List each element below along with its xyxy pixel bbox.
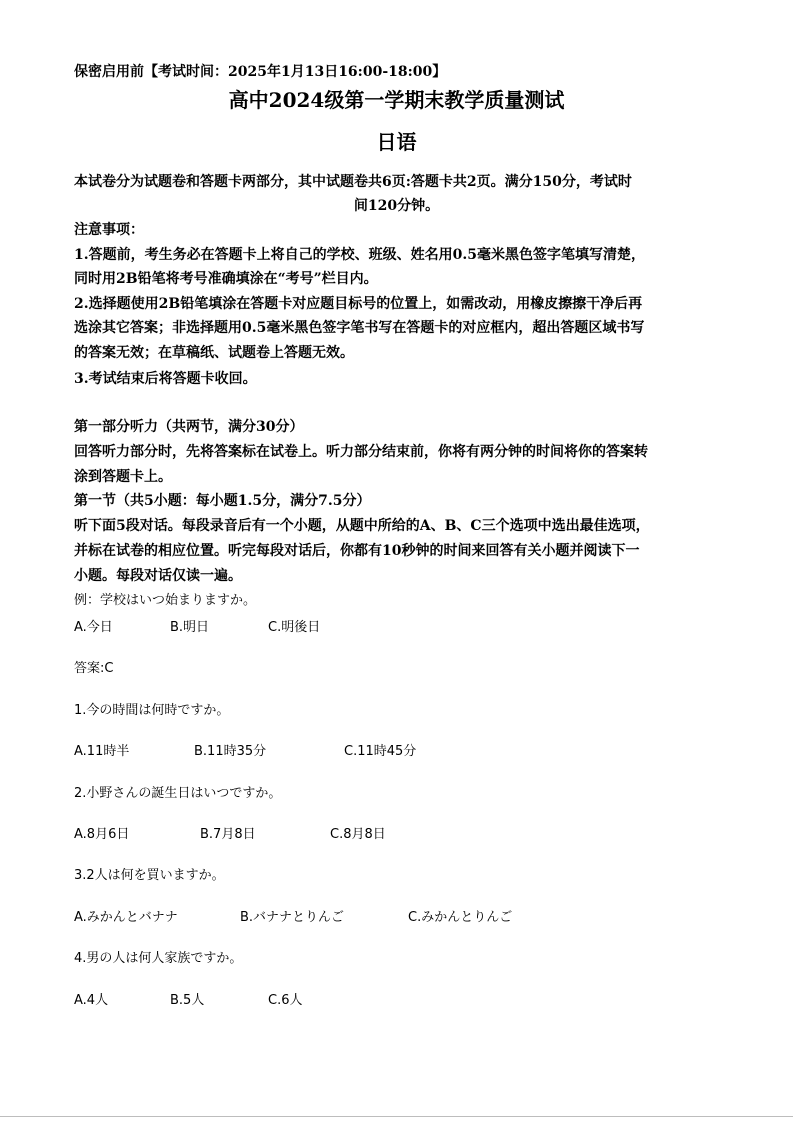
q4-option-b: B.5人 <box>170 993 205 1008</box>
question-1: 1.今の時間は何時ですか。 <box>74 703 230 718</box>
note-line: 2.选择题使用2B铅笔填涂在答题卡对应题目标号的位置上，如需改动，用橡皮擦擦干净后再 <box>74 296 643 312</box>
question-4: 4.男の人は何人家族ですか。 <box>74 951 243 966</box>
part1-desc-2: 涂到答题卡上。 <box>74 469 172 485</box>
note-line: 1.答题前，考生务必在答题卡上将自己的学校、班级、姓名用0.5毫米黑色签字笔填写清楚， <box>74 247 645 263</box>
question-2: 2.小野さんの誕生日はいつですか。 <box>74 786 282 801</box>
part1-heading: 第一部分听力（共两节，满分30分） <box>74 419 304 435</box>
example-question: 例：学校はいつ始まりますか。 <box>74 593 257 608</box>
q1-option-b: B.11時35分 <box>194 744 267 759</box>
page-bottom-rule <box>0 1116 793 1117</box>
note-line: 的答案无效；在草稿纸、试题卷上答题无效。 <box>74 345 354 361</box>
intro-line-1: 本试卷分为试题卷和答题卡两部分，其中试题卷共6页:答题卡共2页。满分150分，考试时 <box>74 174 632 190</box>
example-option-b: B.明日 <box>170 620 210 635</box>
q4-option-a: A.4人 <box>74 993 109 1008</box>
note-line: 同时用2B铅笔将考号准确填涂在“考号”栏目内。 <box>74 271 378 287</box>
section1-desc-1: 听下面5段对话。每段录音后有一个小题，从题中所给的A、B、C三个选项中选出最佳选项， <box>74 518 650 534</box>
part1-desc-1: 回答听力部分时，先将答案标在试卷上。听力部分结束前，你将有两分钟的时间将你的答案转 <box>74 444 648 460</box>
example-option-a: A.今日 <box>74 620 113 635</box>
notes-heading: 注意事项： <box>74 222 144 238</box>
exam-title: 高中2024级第一学期末教学质量测试 <box>228 88 565 112</box>
q1-option-c: C.11時45分 <box>344 744 417 759</box>
example-answer: 答案:C <box>74 661 114 676</box>
q4-option-c: C.6人 <box>268 993 303 1008</box>
section1-heading: 第一节（共5小题：每小题1.5分，满分7.5分） <box>74 493 371 509</box>
q1-option-a: A.11時半 <box>74 744 130 759</box>
note-line: 选涂其它答案；非选择题用0.5毫米黑色签字笔书写在答题卡的对应框内，超出答题区域书写 <box>74 320 645 336</box>
section1-desc-3: 小题。每段对话仅读一遍。 <box>74 568 242 584</box>
note-line: 3.考试结束后将答题卡收回。 <box>74 371 257 387</box>
exam-subject: 日语 <box>376 130 417 154</box>
confidential-note: 保密启用前【考试时间：2025年1月13日16:00-18:00】 <box>74 64 447 80</box>
q2-option-c: C.8月8日 <box>330 827 386 842</box>
q3-option-b: B.バナナとりんご <box>240 910 345 925</box>
q2-option-a: A.8月6日 <box>74 827 130 842</box>
q3-option-c: C.みかんとりんご <box>408 910 513 925</box>
q2-option-b: B.7月8日 <box>200 827 256 842</box>
q3-option-a: A.みかんとバナナ <box>74 910 178 925</box>
section1-desc-2: 并标在试卷的相应位置。听完每段对话后，你都有10秒钟的时间来回答有关小题并阅读下一 <box>74 543 640 559</box>
example-option-c: C.明後日 <box>268 620 321 635</box>
question-3: 3.2人は何を買いますか。 <box>74 868 225 883</box>
intro-line-2: 间120分钟。 <box>353 198 440 214</box>
